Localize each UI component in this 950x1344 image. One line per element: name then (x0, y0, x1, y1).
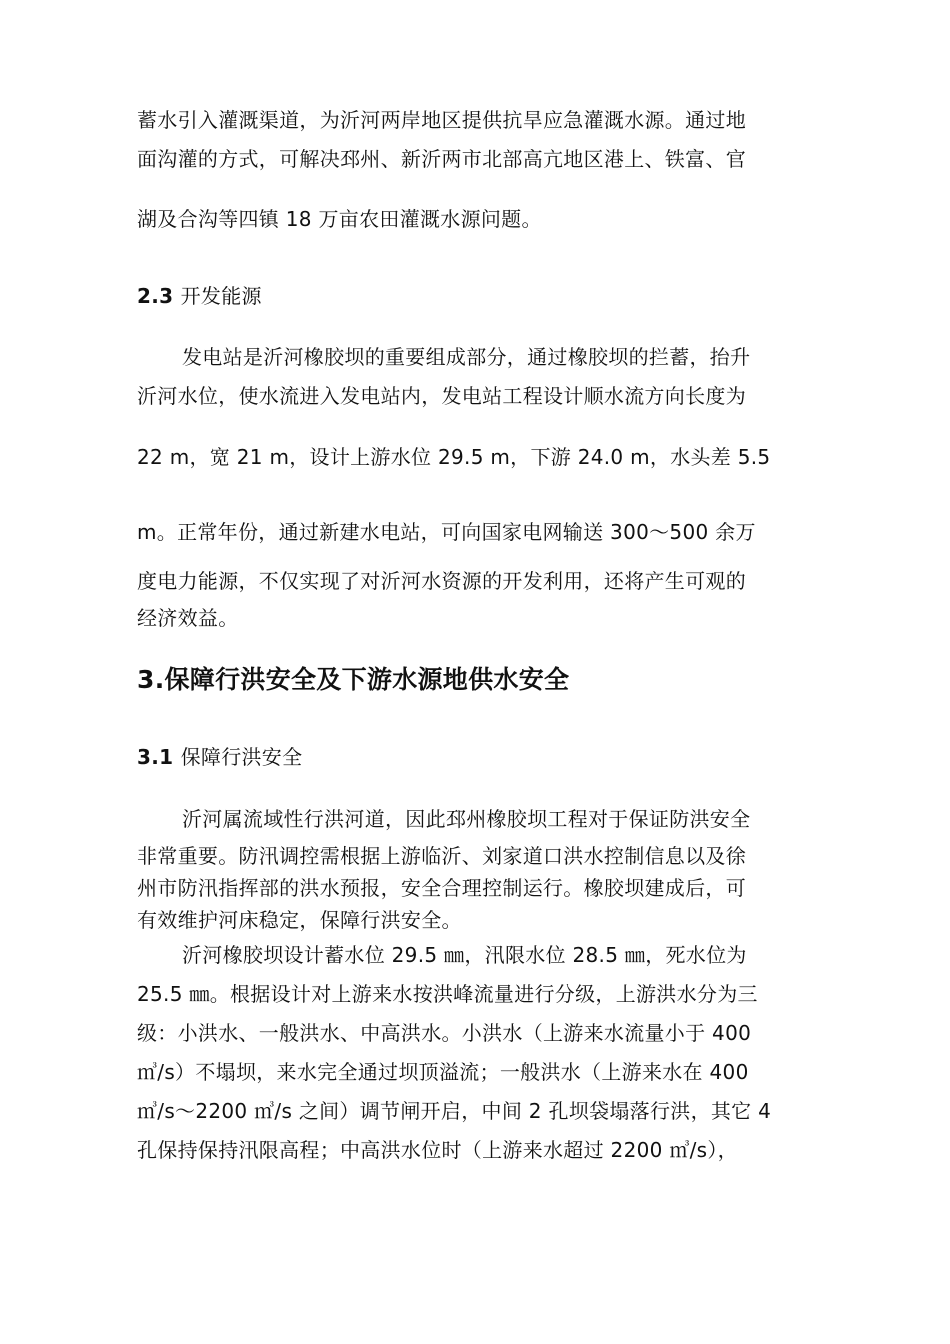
text-line: ㎥/s）不塌坝，来水完全通过坝顶溢流；一般洪水（上游来水在 400 (137, 1060, 749, 1084)
text-line: 有效维护河床稳定，保障行洪安全。 (137, 908, 462, 932)
section-number: 2.3 (137, 284, 174, 308)
text-line: 经济效益。 (137, 606, 239, 630)
text-line: 沂河水位，使水流进入发电站内，发电站工程设计顺水流方向长度为 (137, 384, 746, 408)
text-line: 蓄水引入灌溉渠道，为沂河两岸地区提供抗旱应急灌溉水源。通过地 (137, 108, 746, 132)
section-heading-3 (137, 664, 569, 696)
section-number: 3. (137, 665, 165, 694)
section-title: 开发能源 (180, 284, 262, 308)
section-number: 3.1 (137, 745, 174, 769)
text-line: 州市防汛指挥部的洪水预报，安全合理控制运行。橡胶坝建成后，可 (137, 876, 746, 900)
text-line: 级：小洪水、一般洪水、中高洪水。小洪水（上游来水流量小于 400 (137, 1021, 752, 1045)
text-line: 沂河橡胶坝设计蓄水位 29.5 ㎜，汛限水位 28.5 ㎜，死水位为 (182, 943, 747, 967)
text-line: m。正常年份，通过新建水电站，可向国家电网输送 300～500 余万 (137, 520, 756, 544)
text-line: 面沟灌的方式，可解决邳州、新沂两市北部高亢地区港上、铁富、官 (137, 147, 746, 171)
text-line: 25.5 ㎜。根据设计对上游来水按洪峰流量进行分级，上游洪水分为三 (137, 982, 758, 1006)
section-title: 保障行洪安全 (180, 745, 303, 769)
section-heading-3-1 (137, 744, 302, 770)
text-line: 度电力能源，不仅实现了对沂河水资源的开发利用，还将产生可观的 (137, 569, 746, 593)
text-line: 22 m，宽 21 m，设计上游水位 29.5 m，下游 24.0 m，水头差 5.5 (137, 445, 771, 469)
section-title: 保障行洪安全及下游水源地供水安全 (164, 665, 570, 694)
text-line: 湖及合沟等四镇 18 万亩农田灌溉水源问题。 (137, 207, 542, 231)
text-line: 非常重要。防汛调控需根据上游临沂、刘家道口洪水控制信息以及徐 (137, 844, 746, 868)
text-line: 孔保持保持汛限高程；中高洪水位时（上游来水超过 2200 ㎥/s）， (137, 1138, 738, 1162)
section-heading-2-3 (137, 283, 262, 309)
text-line: 沂河属流域性行洪河道，因此邳州橡胶坝工程对于保证防洪安全 (182, 807, 751, 831)
text-line: 发电站是沂河橡胶坝的重要组成部分，通过橡胶坝的拦蓄，抬升 (182, 345, 751, 369)
text-line: ㎥/s～2200 ㎥/s 之间）调节闸开启，中间 2 孔坝袋塌落行洪，其它 4 (137, 1099, 772, 1123)
